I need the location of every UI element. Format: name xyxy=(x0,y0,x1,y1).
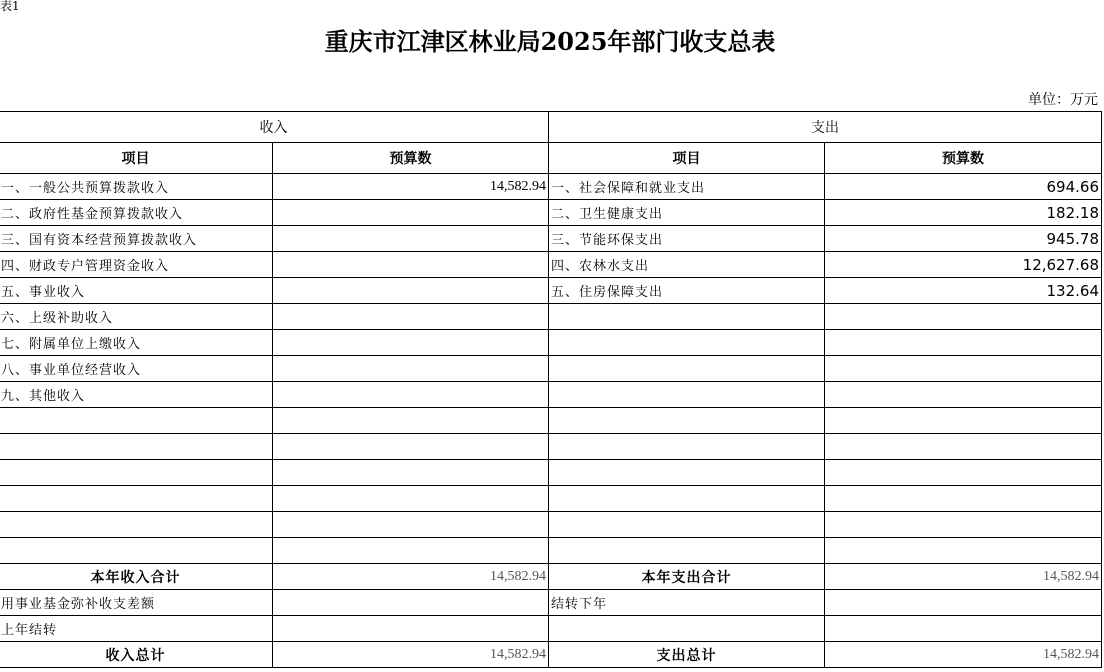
table-row xyxy=(0,252,1102,278)
income-item xyxy=(0,486,273,512)
table-row xyxy=(0,356,1102,382)
expense-value: 132.64 xyxy=(825,278,1102,304)
table-row xyxy=(0,304,1102,330)
expense-value xyxy=(825,356,1102,382)
expense-item xyxy=(549,408,825,434)
income-item xyxy=(0,538,273,564)
header-row-top xyxy=(0,112,1102,143)
header-row-columns xyxy=(0,143,1102,174)
income-value xyxy=(273,460,549,486)
expense-grand-total-value: 14,582.94 xyxy=(825,642,1102,668)
income-item: 三、国有资本经营预算拨款收入 xyxy=(0,226,273,252)
income-grand-total-label: 收入总计 xyxy=(0,642,273,668)
table-row xyxy=(0,330,1102,356)
income-item xyxy=(0,434,273,460)
income-item: 五、事业收入 xyxy=(0,278,273,304)
table-row xyxy=(0,538,1102,564)
fund-offset-value xyxy=(273,590,549,616)
expense-value xyxy=(825,434,1102,460)
expense-value xyxy=(825,486,1102,512)
expense-item xyxy=(549,460,825,486)
expense-item: 五、住房保障支出 xyxy=(549,278,825,304)
empty-cell xyxy=(549,616,825,642)
expense-item-header: 项目 xyxy=(549,143,825,174)
table-row xyxy=(0,200,1102,226)
expense-item: 一、社会保障和就业支出 xyxy=(549,174,825,200)
expense-value xyxy=(825,538,1102,564)
expense-item xyxy=(549,382,825,408)
table-row xyxy=(0,434,1102,460)
income-item: 二、政府性基金预算拨款收入 xyxy=(0,200,273,226)
expense-value xyxy=(825,512,1102,538)
expense-item xyxy=(549,512,825,538)
expense-item xyxy=(549,486,825,512)
year-income-total-label: 本年收入合计 xyxy=(0,564,273,590)
expense-item: 四、农林水支出 xyxy=(549,252,825,278)
expense-budget-header: 预算数 xyxy=(825,143,1102,174)
table-row xyxy=(0,486,1102,512)
income-item: 七、附属单位上缴收入 xyxy=(0,330,273,356)
income-value xyxy=(273,408,549,434)
income-value xyxy=(273,252,549,278)
income-value xyxy=(273,434,549,460)
expense-item xyxy=(549,356,825,382)
expense-value: 945.78 xyxy=(825,226,1102,252)
expense-grand-total-label: 支出总计 xyxy=(549,642,825,668)
income-value xyxy=(273,226,549,252)
income-value xyxy=(273,304,549,330)
income-value xyxy=(273,486,549,512)
grand-total-row xyxy=(0,642,1102,668)
income-budget-header: 预算数 xyxy=(273,143,549,174)
expense-value xyxy=(825,304,1102,330)
expense-value xyxy=(825,460,1102,486)
prev-carry-label: 上年结转 xyxy=(0,616,273,642)
year-total-row xyxy=(0,564,1102,590)
income-item xyxy=(0,460,273,486)
table-row xyxy=(0,174,1102,200)
income-header: 收入 xyxy=(0,112,549,143)
income-item: 八、事业单位经营收入 xyxy=(0,356,273,382)
year-income-total-value: 14,582.94 xyxy=(273,564,549,590)
income-value xyxy=(273,200,549,226)
expense-value xyxy=(825,408,1102,434)
income-value xyxy=(273,330,549,356)
table-row xyxy=(0,278,1102,304)
prev-carry-row xyxy=(0,616,1102,642)
expense-item xyxy=(549,434,825,460)
income-value xyxy=(273,382,549,408)
fund-offset-row xyxy=(0,590,1102,616)
page-title: 重庆市江津区林业局2025年部门收支总表 xyxy=(324,27,776,56)
expense-item: 二、卫生健康支出 xyxy=(549,200,825,226)
income-item: 六、上级补助收入 xyxy=(0,304,273,330)
table-row xyxy=(0,226,1102,252)
empty-cell xyxy=(825,616,1102,642)
year-expense-total-value: 14,582.94 xyxy=(825,564,1102,590)
prev-carry-value xyxy=(273,616,549,642)
expense-item xyxy=(549,538,825,564)
expense-value xyxy=(825,382,1102,408)
expense-item: 三、节能环保支出 xyxy=(549,226,825,252)
income-item: 九、其他收入 xyxy=(0,382,273,408)
table-row xyxy=(0,408,1102,434)
income-item xyxy=(0,408,273,434)
year-expense-total-label: 本年支出合计 xyxy=(549,564,825,590)
expense-value: 182.18 xyxy=(825,200,1102,226)
income-value xyxy=(273,538,549,564)
unit-label: 单位：万元 xyxy=(1028,92,1098,108)
fund-offset-label: 用事业基金弥补收支差额 xyxy=(0,590,273,616)
expense-header: 支出 xyxy=(549,112,1102,143)
table-row xyxy=(0,460,1102,486)
carry-next-label: 结转下年 xyxy=(549,590,825,616)
table-row xyxy=(0,512,1102,538)
income-grand-total-value: 14,582.94 xyxy=(273,642,549,668)
expense-item xyxy=(549,304,825,330)
income-value xyxy=(273,512,549,538)
income-item: 一、一般公共预算拨款收入 xyxy=(0,174,273,200)
income-value xyxy=(273,278,549,304)
income-value xyxy=(273,356,549,382)
expense-value xyxy=(825,330,1102,356)
income-value: 14,582.94 xyxy=(273,174,549,200)
carry-next-value xyxy=(825,590,1102,616)
income-item xyxy=(0,512,273,538)
income-item: 四、财政专户管理资金收入 xyxy=(0,252,273,278)
income-item-header: 项目 xyxy=(0,143,273,174)
budget-summary-table xyxy=(0,111,1102,668)
expense-value: 694.66 xyxy=(825,174,1102,200)
expense-value: 12,627.68 xyxy=(825,252,1102,278)
expense-item xyxy=(549,330,825,356)
table-label: 表1 xyxy=(0,0,20,13)
table-row xyxy=(0,382,1102,408)
